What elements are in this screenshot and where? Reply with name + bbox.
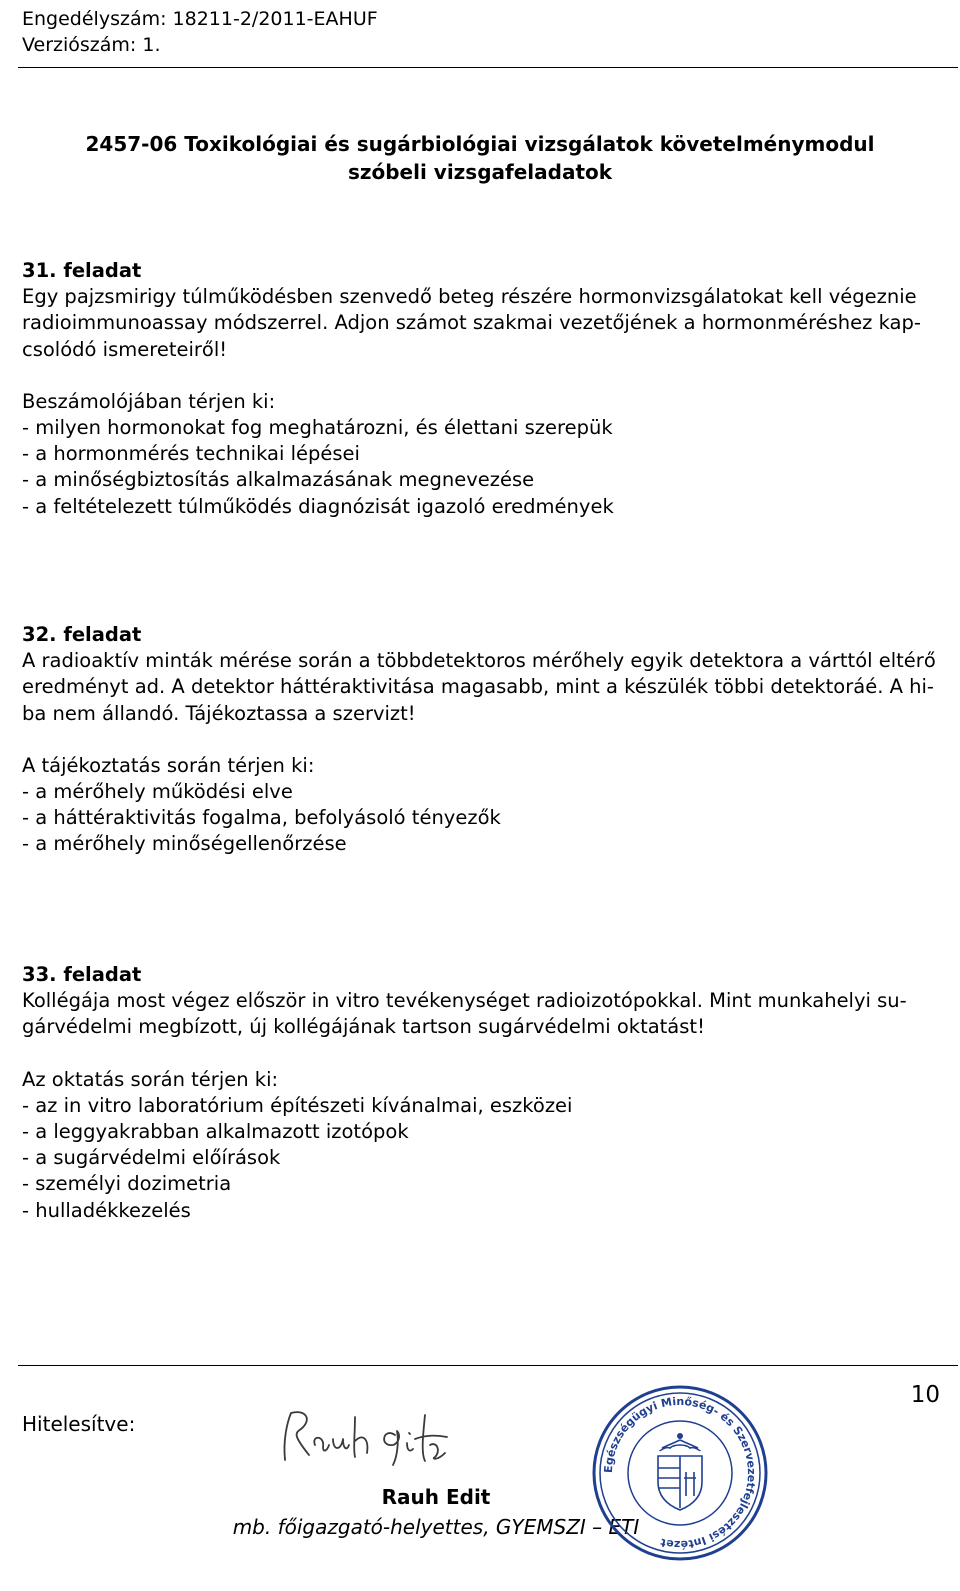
task-heading: 31. feladat — [22, 259, 142, 282]
task-list-item: - a minőségbiztosítás alkalmazásának megnevezése — [22, 468, 535, 492]
task-list-item: - a hormonmérés technikai lépései — [22, 442, 360, 466]
task-description-line: eredményt ad. A detektor háttéraktivitása magasabb, mint a készülék többi detektoráé. A hi- — [22, 675, 934, 699]
task-prompt: A tájékoztatás során térjen ki: — [22, 753, 315, 777]
task-description-line: gárvédelmi megbízott, új kollégájának tartson sugárvédelmi oktatást! — [22, 1015, 705, 1039]
certified-label: Hitelesítve: — [22, 1412, 136, 1436]
task-list-item: - személyi dozimetria — [22, 1172, 232, 1196]
task-list-item: - a leggyakrabban alkalmazott izotópok — [22, 1120, 409, 1144]
title-line-1: 2457-06 Toxikológiai és sugárbiológiai vizsgálatok követelménymodul — [85, 132, 875, 156]
task-list-item: - milyen hormonokat fog meghatározni, és élettani szerepük — [22, 416, 613, 440]
task-list-item: - a mérőhely működési elve — [22, 780, 293, 804]
task-prompt: Az oktatás során térjen ki: — [22, 1067, 279, 1091]
header-divider — [18, 67, 958, 68]
signer-name: Rauh Edit — [381, 1485, 491, 1509]
spacer — [22, 1041, 944, 1067]
document-title — [0, 130, 960, 186]
task-32 — [22, 622, 944, 858]
footer-divider — [18, 1365, 958, 1366]
task-description-line: ba nem állandó. Tájékoztassa a szervizt! — [22, 701, 416, 725]
task-prompt: Beszámolójában térjen ki: — [22, 389, 276, 413]
task-description-line: radioimmunoassay módszerrel. Adjon számot szakmai vezetőjének a hormonméréshez kap- — [22, 311, 921, 335]
task-description-line: csolódó ismereteiről! — [22, 337, 228, 361]
task-33 — [22, 962, 944, 1224]
license-number: Engedélyszám: 18211-2/2011-EAHUF — [22, 8, 378, 30]
task-description-line: Kollégája most végez először in vitro tevékenységet radioizotópokkal. Mint munkahelyi su- — [22, 989, 907, 1013]
task-list-item: - hulladékkezelés — [22, 1198, 191, 1222]
spacer — [22, 727, 944, 753]
signer-role: mb. főigazgató-helyettes, GYEMSZI – ETI — [232, 1515, 640, 1539]
task-list-item: - a háttéraktivitás fogalma, befolyásoló tényezők — [22, 806, 501, 830]
task-list-item: - a sugárvédelmi előírások — [22, 1146, 281, 1170]
task-list-item: - az in vitro laboratórium építészeti kívánalmai, eszközei — [22, 1093, 573, 1117]
page-number: 10 — [910, 1382, 940, 1408]
task-heading: 32. feladat — [22, 623, 142, 646]
title-line-2: szóbeli vizsgafeladatok — [347, 160, 613, 184]
task-description-line: Egy pajzsmirigy túlműködésben szenvedő beteg részére hormonvizsgálatokat kell végeznie — [22, 285, 917, 309]
task-list-item: - a feltételezett túlműködés diagnózisát igazoló eredmények — [22, 494, 614, 518]
document-header — [22, 6, 378, 58]
task-heading: 33. feladat — [22, 963, 142, 986]
seal-text: Egészségügyi Minőség- és Szervezetfejlesztési Intézet — [601, 1394, 759, 1552]
handwritten-signature-icon — [275, 1405, 475, 1475]
task-description-line: A radioaktív minták mérése során a többdetektoros mérőhely egyik detektora a várttól eltérő — [22, 649, 936, 673]
task-31 — [22, 258, 944, 520]
spacer — [22, 363, 944, 389]
official-round-seal-icon — [590, 1378, 770, 1568]
version-number: Verziószám: 1. — [22, 34, 161, 56]
task-list-item: - a mérőhely minőségellenőrzése — [22, 832, 347, 856]
